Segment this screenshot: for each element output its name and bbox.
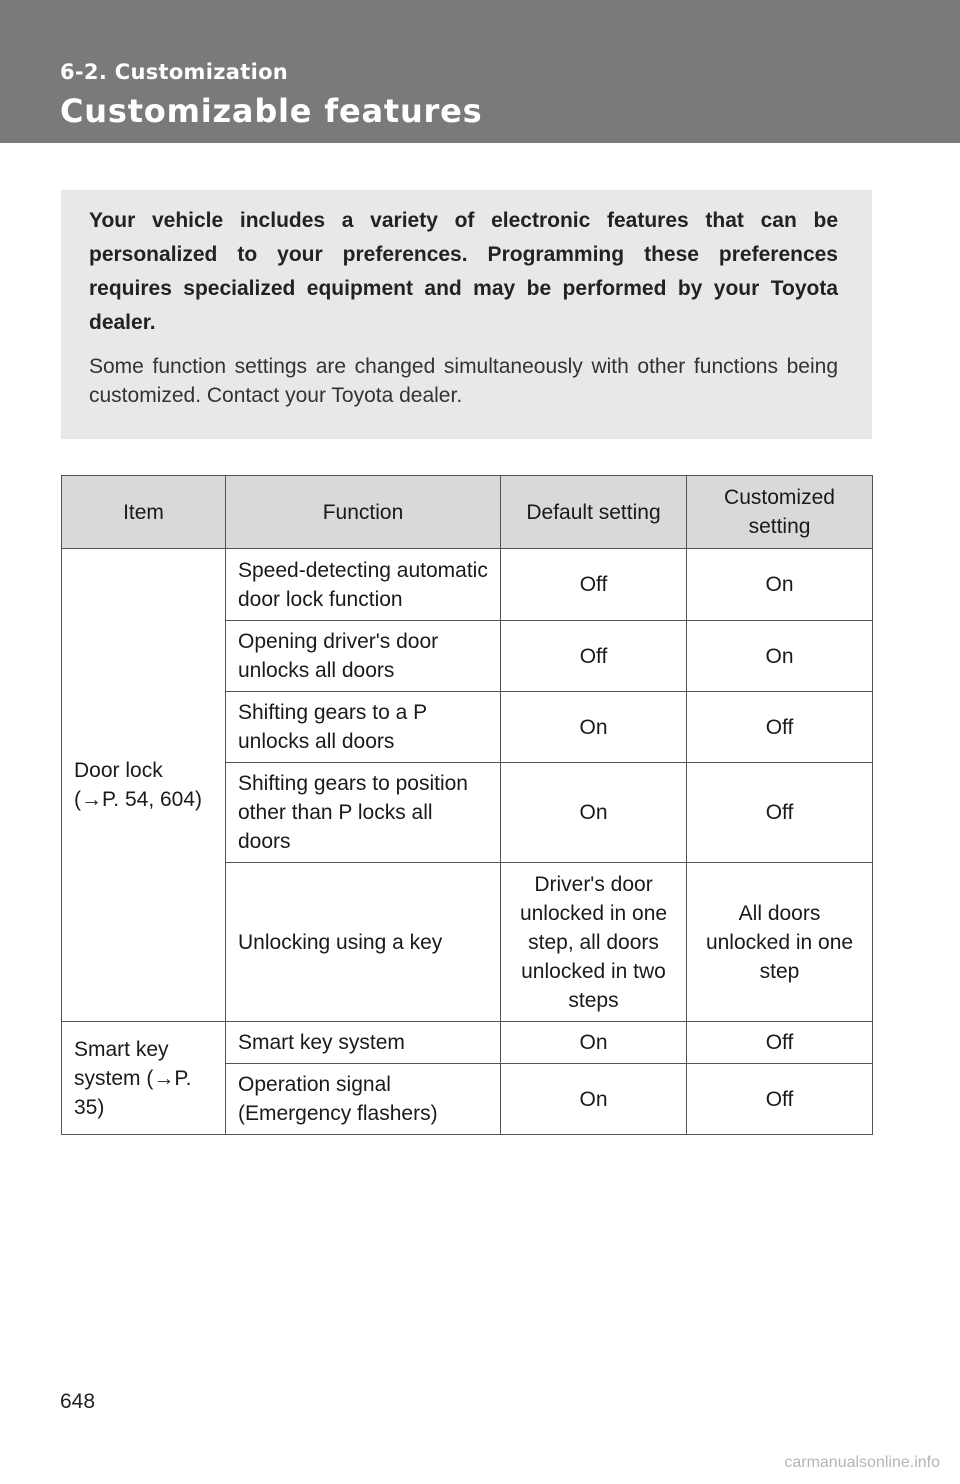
customized-setting-cell: Off <box>687 763 873 863</box>
intro-note-text: Some function settings are changed simultaneously with other functions being customized. Contact your Toyota dealer. <box>89 355 838 407</box>
default-setting-cell: On <box>501 763 687 863</box>
customized-setting-cell: On <box>687 549 873 621</box>
customized-setting-cell: All doors unlocked in one step <box>687 863 873 1022</box>
default-setting-cell: Driver's door unlocked in one step, all doors unlocked in two steps <box>501 863 687 1022</box>
default-setting-cell: Off <box>501 549 687 621</box>
column-header-customized-setting: Customized setting <box>687 476 873 549</box>
function-cell: Operation signal (Emergency flashers) <box>226 1064 501 1135</box>
item-smart-key-system: Smart key system (→P. 35) <box>62 1022 226 1135</box>
page-title: Customizable features <box>60 92 483 130</box>
default-setting-cell: Off <box>501 621 687 692</box>
function-cell: Smart key system <box>226 1022 501 1064</box>
column-header-default-setting: Default setting <box>501 476 687 549</box>
customized-setting-cell: Off <box>687 1064 873 1135</box>
default-setting-cell: On <box>501 1064 687 1135</box>
function-cell: Opening driver's door unlocks all doors <box>226 621 501 692</box>
function-cell: Speed-detecting automatic door lock function <box>226 549 501 621</box>
intro-box <box>61 190 872 439</box>
customized-setting-cell: Off <box>687 1022 873 1064</box>
column-header-item: Item <box>62 476 226 549</box>
item-door-lock: Door lock (→P. 54, 604) <box>62 549 226 1022</box>
table-row <box>62 1022 873 1064</box>
column-header-function: Function <box>226 476 501 549</box>
function-cell: Shifting gears to position other than P locks all doors <box>226 763 501 863</box>
table-header-row <box>62 476 873 549</box>
intro-bold-text: Your vehicle includes a variety of electronic features that can be personalized to your preferences. Programming these preferences requires specialized equipment and may be performed by your Toyota dealer. <box>89 209 838 334</box>
customized-setting-cell: On <box>687 621 873 692</box>
section-label: 6-2. Customization <box>60 60 289 84</box>
default-setting-cell: On <box>501 692 687 763</box>
chapter-header-bar <box>0 0 960 143</box>
customized-setting-cell: Off <box>687 692 873 763</box>
table-row <box>62 549 873 621</box>
default-setting-cell: On <box>501 1022 687 1064</box>
customizable-features-table <box>61 475 873 1135</box>
watermark: carmanualsonline.info <box>784 1454 940 1471</box>
function-cell: Unlocking using a key <box>226 863 501 1022</box>
function-cell: Shifting gears to a P unlocks all doors <box>226 692 501 763</box>
page-number: 648 <box>60 1390 96 1413</box>
